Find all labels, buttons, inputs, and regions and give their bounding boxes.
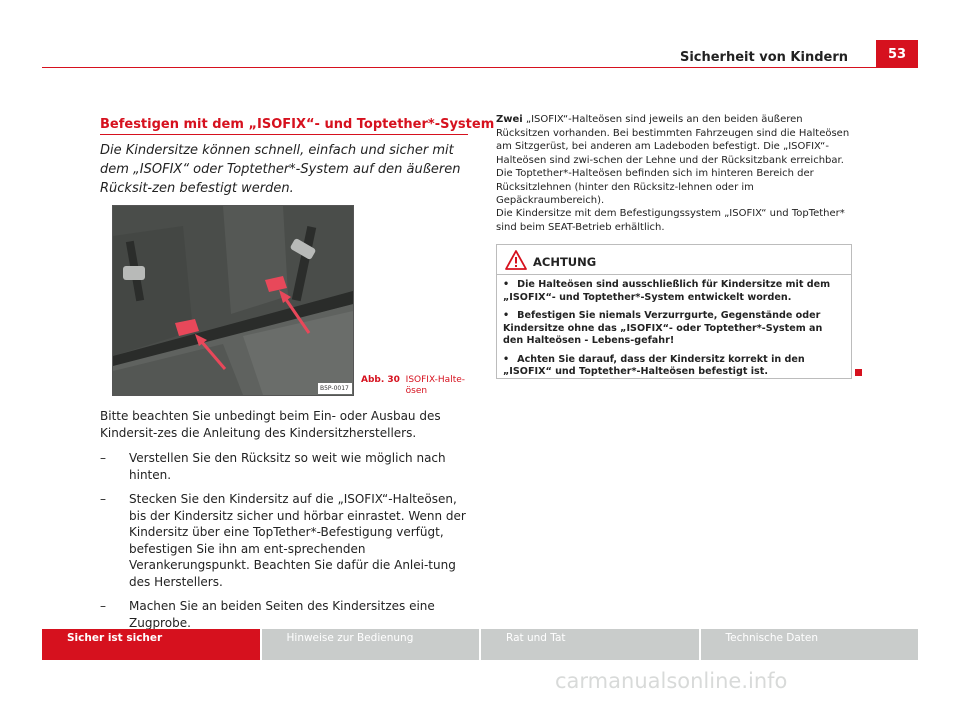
section-title-rule <box>100 134 468 135</box>
figure-caption-text: ISOFIX-Halte-ösen <box>405 375 466 396</box>
step-text: Stecken Sie den Kindersitz auf die „ISOFIX“-Halteösen, bis der Kindersitz sicher und hörbar einrastet. Wenn der Kindersitz über eine TopTether*-Befestigung verfügt, befestigen Sie ihn am ent-sprechenden Verankerungspunkt. Beachten Sie dafür die Anlei-tung des Herstellers. <box>129 492 466 589</box>
page-number: 53 <box>887 47 907 62</box>
section-intro: Die Kindersitze können schnell, einfach und sicher mit dem „ISOFIX“ oder Toptether*-System auf den äußeren Rücksit-zen befestigt werden. <box>100 143 461 196</box>
list-item <box>503 310 845 348</box>
warning-triangle-icon <box>505 250 527 270</box>
isofix-figure <box>112 205 354 396</box>
page-number-badge <box>876 40 918 68</box>
dash-marker: – <box>100 451 106 465</box>
chapter-tabs <box>42 629 918 660</box>
warning-box <box>496 244 852 379</box>
step-text: Machen Sie an beiden Seiten des Kindersitzes eine Zugprobe. <box>129 599 435 630</box>
list-item <box>503 354 845 379</box>
isofix-description <box>496 113 856 208</box>
warning-item-text: Achten Sie darauf, dass der Kindersitz korrekt in den „ISOFIX“ und Toptether*-Halteösen befestigt ist. <box>503 353 805 377</box>
header-rule <box>42 67 918 68</box>
tab-technische-daten[interactable]: Technische Daten <box>701 629 919 660</box>
list-item <box>100 450 468 483</box>
warning-item-text: Befestigen Sie niemals Verzurrgurte, Gegenstände oder Kindersitze ohne das „ISOFIX“- oder Toptether*-System an den Halteösen - Lebens-gefahr! <box>503 310 823 346</box>
figure-caption <box>361 375 468 397</box>
tab-hinweise-zur-bedienung[interactable]: Hinweise zur Bedienung <box>262 629 480 660</box>
warning-list <box>503 279 845 385</box>
section-title: Befestigen mit dem „ISOFIX“- und Toptether*-System <box>100 117 495 132</box>
isofix-seat-illustration <box>113 206 353 395</box>
section-end-marker <box>855 369 862 376</box>
warning-item-text: Die Halteösen sind ausschließlich für Kindersitze mit dem „ISOFIX“- und Toptether*-System entwickelt worden. <box>503 279 831 303</box>
availability-note: Die Kindersitze mit dem Befestigungssystem „ISOFIX“ und TopTether* sind beim SEAT-Betrieb erhältlich. <box>496 208 845 233</box>
running-header-title: Sicherheit von Kindern <box>679 50 848 65</box>
dash-marker: – <box>100 599 106 613</box>
body-paragraph: Bitte beachten Sie unbedingt beim Ein- oder Ausbau des Kindersit-zes die Anleitung des Kindersitzherstellers. <box>100 409 441 440</box>
figure-number: Abb. 30 <box>361 375 400 385</box>
tab-sicher-ist-sicher[interactable]: Sicher ist sicher <box>42 629 260 660</box>
figure-code: B5P-0017 <box>320 385 349 392</box>
list-item <box>100 598 468 631</box>
steps-list <box>100 450 468 639</box>
dash-marker: – <box>100 492 106 506</box>
bullet-marker: • <box>503 310 510 321</box>
warning-header <box>497 245 851 275</box>
paragraph-lead: Zwei <box>496 114 523 125</box>
warning-title: ACHTUNG <box>533 255 597 269</box>
step-text: Verstellen Sie den Rücksitz so weit wie möglich nach hinten. <box>129 451 446 482</box>
watermark: carmanualsonline.info <box>555 669 788 693</box>
list-item <box>503 279 845 304</box>
list-item <box>100 491 468 590</box>
tab-rat-und-tat[interactable]: Rat und Tat <box>481 629 699 660</box>
bullet-marker: • <box>503 353 510 365</box>
bullet-marker: • <box>503 279 510 290</box>
paragraph-body: „ISOFIX“-Halteösen sind jeweils an den beiden äußeren Rücksitzen vorhanden. Bei bestimmten Fahrzeugen sind die Halteösen am Sitzgerüst, bei anderen am Ladeboden befestigt. Die „ISOFIX“-Halteösen sind zwi-schen der Lehne und der Rücksitzbank erreichbar. Die Toptether*-Halteösen befinden sich im hinteren Bereich der Rücksitzlehnen (hinter den Rücksitz-lehnen oder im Gepäckraumbereich). <box>496 114 850 206</box>
